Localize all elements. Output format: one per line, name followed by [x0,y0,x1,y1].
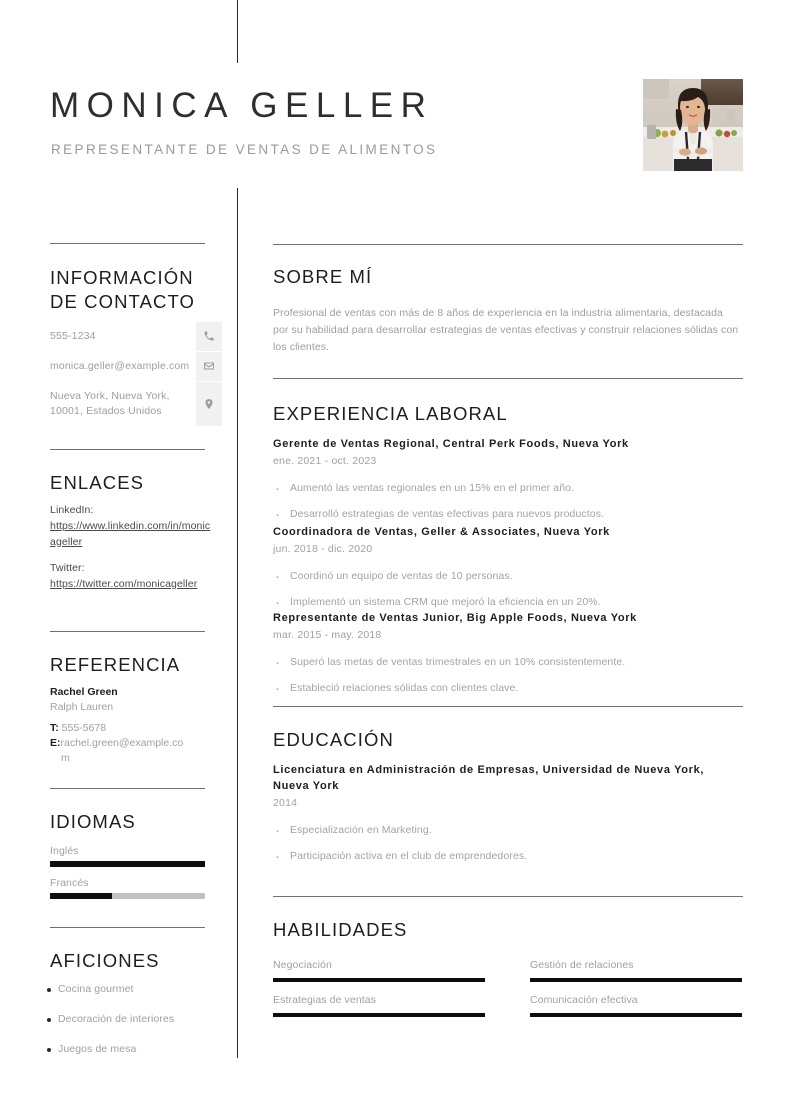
reference-email-row [50,736,210,751]
entry-bullet: · Implementó un sistema CRM que mejoró la eficiencia en un 20%. [273,595,743,611]
phone-icon [196,322,222,351]
section-divider [50,927,205,928]
skill-bar-fill [530,1013,742,1017]
skill-bar [530,1013,742,1017]
entry-bullet: · Superó las metas de ventas trimestrales en un 10% consistentemente. [273,655,743,671]
reference-phone-value: 555-5678 [61,722,107,734]
linkedin-url[interactable]: https://www.linkedin.com/in/monicageller [50,519,211,548]
reference-phone-row [50,721,210,736]
skill-item [273,958,485,982]
contact-row-phone[interactable] [50,322,222,351]
entry-bullet: · Aumentó las ventas regionales en un 15% en el primer año. [273,481,743,497]
section-divider [50,631,205,632]
address-value: Nueva York, Nueva York, 10001, Estados Unidos [50,390,170,417]
section-divider [50,449,205,450]
list-item: Cocina gourmet [58,983,134,995]
link-item-twitter[interactable] [50,561,215,593]
links-heading: ENLACES [50,472,145,493]
skill-bar [530,978,742,982]
skills-heading: HABILIDADES [273,919,408,940]
reference-company: Ralph Lauren [50,701,114,713]
section-divider [273,378,743,379]
section-divider [273,896,743,897]
entry-date: jun. 2018 - dic. 2020 [273,542,373,555]
entry-title: Coordinadora de Ventas, Geller & Associates, Nueva York [273,526,610,538]
contact-row-email[interactable] [50,352,222,381]
envelope-icon [196,352,222,381]
entry-bullet: · Estableció relaciones sólidas con clientes clave. [273,681,743,697]
list-item: Juegos de mesa [58,1043,137,1055]
entry-bullet: · Coordinó un equipo de ventas de 10 personas. [273,569,743,585]
about-text: Profesional de ventas con más de 8 años de experiencia en la industria alimentaria, destacada por su habilidad para desarrollar estrategias de ventas efectivas y construir relaciones sólidas con los clientes. [273,307,739,353]
section-divider [273,706,743,707]
reference-email-value: rachel.green@example.co [60,737,184,749]
skill-label: Gestión de relaciones [530,959,634,971]
reference-heading: REFERENCIA [50,654,181,675]
section-divider [50,243,205,244]
reference-phone-label: T: [50,722,59,734]
phone-value: 555-1234 [50,330,96,342]
experience-entry [273,525,743,611]
reference-name: Rachel Green [50,686,118,698]
skill-label: Estrategias de ventas [273,994,377,1006]
education-heading: EDUCACIÓN [273,729,394,750]
language-bar-english [50,861,205,867]
reference-email-label: E: [50,737,61,749]
language-bar-fill [50,893,112,899]
skill-item [530,993,742,1017]
experience-heading: EXPERIENCIA LABORAL [273,403,508,424]
skill-label: Negociación [273,959,332,971]
languages-heading: IDIOMAS [50,811,136,832]
contact-heading-line2: DE CONTACTO [50,290,196,312]
link-item-linkedin[interactable] [50,503,215,550]
twitter-url[interactable]: https://twitter.com/monicageller [50,577,198,590]
hobbies-heading: AFICIONES [50,950,160,971]
skill-item [273,993,485,1017]
section-divider [273,244,743,245]
entry-date: 2014 [273,796,298,809]
list-item: Decoración de interiores [58,1013,175,1025]
linkedin-label: LinkedIn: [50,504,94,516]
avatar [643,79,743,171]
page-title: MONICA GELLER [50,86,434,125]
location-pin-icon [196,382,222,426]
skill-label: Comunicación efectiva [530,994,638,1006]
entry-date: ene. 2021 - oct. 2023 [273,454,377,467]
language-label-french: Francés [50,877,89,889]
entry-bullet: · Desarrolló estrategias de ventas efectivas para nuevos productos. [273,507,743,523]
main-content [237,188,794,1120]
entry-title: Gerente de Ventas Regional, Central Perk Foods, Nueva York [273,438,629,450]
education-entry [273,763,743,865]
skill-bar-fill [273,1013,485,1017]
language-label-english: Inglés [50,845,79,857]
contact-heading [50,266,195,313]
entry-title: Representante de Ventas Junior, Big Apple Foods, Nueva York [273,612,637,624]
portrait-photo-icon [643,79,743,171]
language-bar-fill [50,861,205,867]
entry-title: Licenciatura en Administración de Empresas, Universidad de Nueva York, Nueva York [273,764,705,792]
section-divider [50,788,205,789]
contact-row-address[interactable] [50,382,222,426]
skill-bar-fill [273,978,485,982]
entry-date: mar. 2015 - may. 2018 [273,628,382,641]
twitter-label: Twitter: [50,562,85,574]
sidebar [0,188,237,1120]
skill-bar-fill [530,978,742,982]
skill-bar [273,1013,485,1017]
about-heading: SOBRE MÍ [273,266,373,287]
experience-entry [273,437,743,523]
entry-bullet: · Especialización en Marketing. [273,823,743,839]
skill-bar [273,978,485,982]
entry-bullet: · Participación activa en el club de emprendedores. [273,849,743,865]
reference-email-wrap: m [61,752,70,764]
contact-heading-line1: INFORMACIÓN [50,267,194,288]
language-bar-french [50,893,205,899]
job-title: REPRESENTANTE DE VENTAS DE ALIMENTOS [51,142,438,157]
experience-entry [273,611,743,697]
email-value: monica.geller@example.com [50,360,190,372]
header [0,0,794,188]
skill-item [530,958,742,982]
